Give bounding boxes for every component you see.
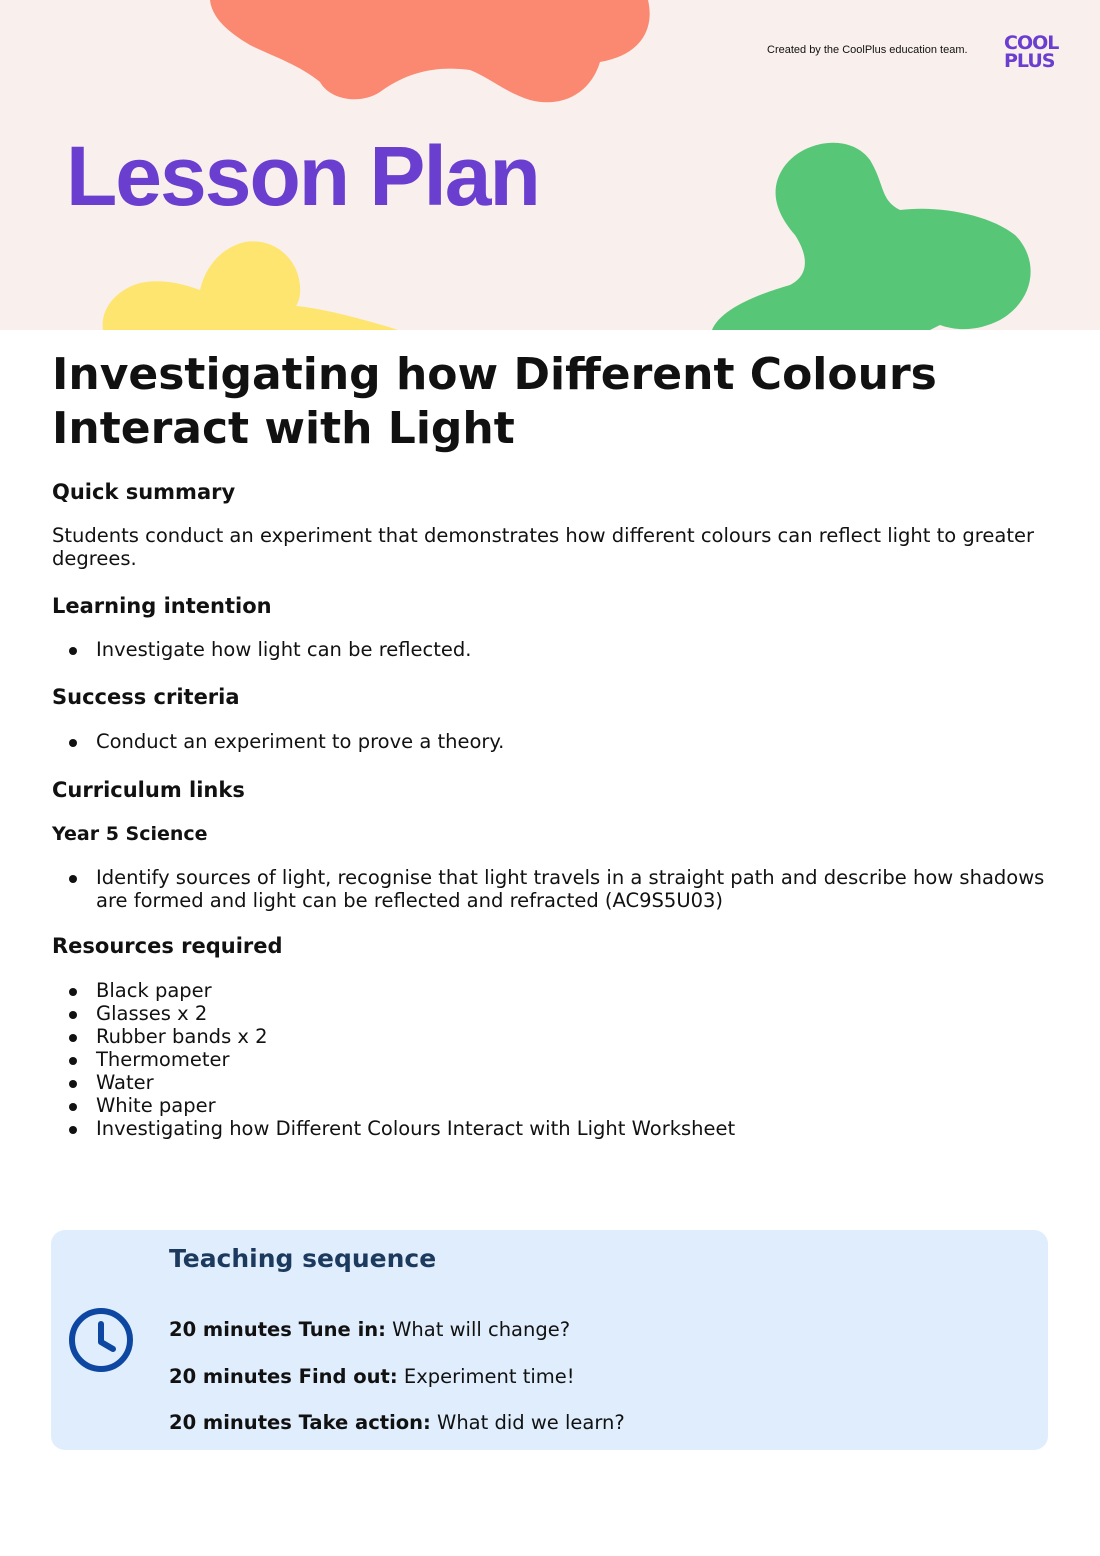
yellow-blob xyxy=(103,241,398,330)
coolplus-logo xyxy=(1004,34,1068,72)
teaching-step-find-out xyxy=(169,1365,575,1389)
list-item: Thermometer xyxy=(96,1048,1052,1071)
step-label: 20 minutes Find out: xyxy=(169,1365,398,1388)
resources-required-heading: Resources required xyxy=(52,934,283,958)
header-banner xyxy=(0,0,1100,330)
lesson-plan-heading: Lesson Plan xyxy=(66,129,539,223)
list-item: White paper xyxy=(96,1094,1052,1117)
learning-intention-heading: Learning intention xyxy=(52,594,272,618)
teaching-step-tune-in xyxy=(169,1318,570,1342)
logo-line-1: COOL xyxy=(1004,32,1059,54)
curriculum-subheading: Year 5 Science xyxy=(52,823,208,845)
list-item: Glasses x 2 xyxy=(96,1002,1052,1025)
quick-summary-text: Students conduct an experiment that demonstrates how different colours can reflect light to greater degrees. xyxy=(52,524,1034,570)
teaching-sequence-heading: Teaching sequence xyxy=(169,1244,437,1273)
step-label: 20 minutes Take action: xyxy=(169,1411,431,1434)
lesson-title: Investigating how Different Colours Interact with Light xyxy=(52,349,937,454)
green-blob xyxy=(712,143,1031,330)
success-criteria-list xyxy=(52,730,1052,753)
curriculum-links-list xyxy=(52,866,1052,912)
credit-text: Created by the CoolPlus education team. xyxy=(767,44,968,56)
step-text: What will change? xyxy=(392,1318,571,1341)
clock-icon xyxy=(67,1306,135,1374)
list-item: Rubber bands x 2 xyxy=(96,1025,1052,1048)
list-item: Identify sources of light, recognise that light travels in a straight path and describe how shadows are formed and light can be reflected and refracted (AC9S5U03) xyxy=(96,866,1052,912)
logo-line-2: PLUS xyxy=(1004,50,1055,72)
quick-summary-heading: Quick summary xyxy=(52,480,236,504)
list-item: Water xyxy=(96,1071,1052,1094)
teaching-sequence-panel xyxy=(51,1230,1048,1450)
list-item: Investigate how light can be reflected. xyxy=(96,638,1052,661)
step-text: What did we learn? xyxy=(437,1411,625,1434)
teaching-step-take-action xyxy=(169,1411,625,1435)
lesson-content xyxy=(52,348,1052,1140)
step-text: Experiment time! xyxy=(403,1365,575,1388)
success-criteria-heading: Success criteria xyxy=(52,685,240,709)
coral-blob xyxy=(210,0,650,102)
step-label: 20 minutes Tune in: xyxy=(169,1318,386,1341)
list-item: Investigating how Different Colours Interact with Light Worksheet xyxy=(96,1117,1052,1140)
list-item: Black paper xyxy=(96,979,1052,1002)
curriculum-links-heading: Curriculum links xyxy=(52,778,245,802)
resources-list xyxy=(52,979,1052,1140)
list-item: Conduct an experiment to prove a theory. xyxy=(96,730,1052,753)
learning-intention-list xyxy=(52,638,1052,661)
